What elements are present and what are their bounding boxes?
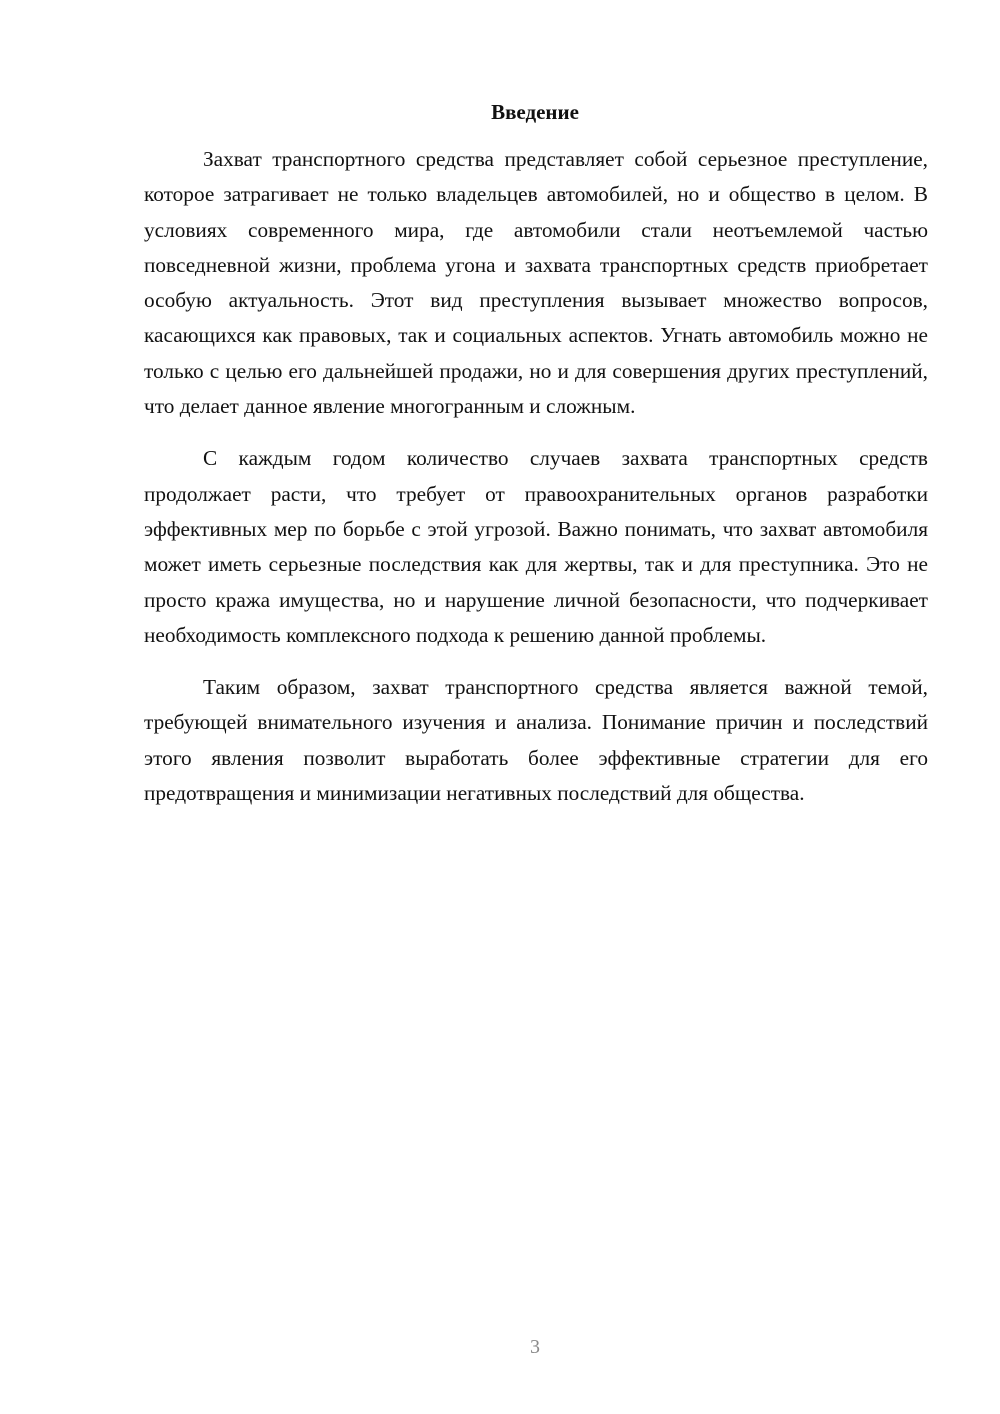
paragraph-2: С каждым годом количество случаев захвата транспортных средств продолжает расти, что требует от правоохранительных органов разработки эффективных мер по борьбе с этой угрозой. Важно понимать, что захват автомобиля может иметь серьезные последствия как для жертвы, так и для преступника. Это не просто кража имущества, но и нарушение личной безопасности, что подчеркивает необходимость комплексного подхода к решению данной проблемы. bbox=[144, 446, 928, 647]
page-number: 3 bbox=[530, 1336, 540, 1358]
body-text bbox=[144, 142, 928, 828]
paragraph-3: Таким образом, захват транспортного средства является важной темой, требующей внимательного изучения и анализа. Понимание причин и последствий этого явления позволит выработать более эффективные стратегии для его предотвращения и минимизации негативных последствий для общества. bbox=[144, 675, 928, 806]
paragraph-1: Захват транспортного средства представляет собой серьезное преступление, которое затрагивает не только владельцев автомобилей, но и общество в целом. В условиях современного мира, где автомобили стали неотъемлемой частью повседневной жизни, проблема угона и захвата транспортных средств приобретает особую актуальность. Этот вид преступления вызывает множество вопросов, касающихся как правовых, так и социальных аспектов. Угнать автомобиль можно не только с целью его дальнейшей продажи, но и для совершения других преступлений, что делает данное явление многогранным и сложным. bbox=[144, 147, 928, 419]
section-title: Введение bbox=[491, 100, 579, 124]
